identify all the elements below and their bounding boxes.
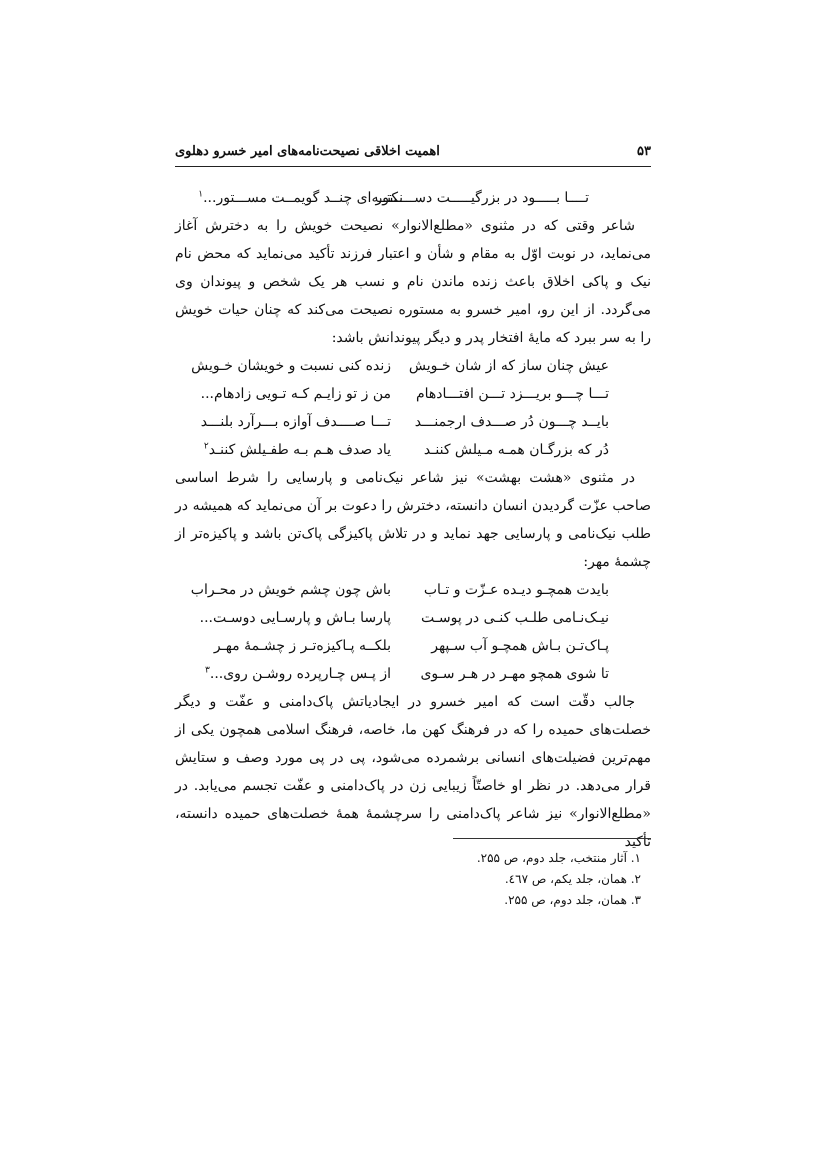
couplet-group — [175, 352, 609, 464]
couplet — [175, 604, 609, 632]
verse-second-hemistich: من ز تو زایـم کـه تـویی زادهام... — [200, 386, 391, 402]
couplet — [175, 632, 609, 660]
footnote-marker: ۲ — [203, 441, 209, 452]
footnote: ۳. همان، جلد دوم، ص ۲۵۵. — [504, 893, 641, 907]
footnote: ۱. آثار منتخب، جلد دوم، ص ۲۵۵. — [476, 851, 641, 865]
verse-first-hemistich: بایدت همچـو دیـده عـزّت و تـاب — [423, 582, 609, 598]
couplet — [175, 380, 609, 408]
opening-verse — [175, 184, 651, 212]
verse-second-hemistich: بلکــه پـاکیزه‌تـر ز چشـمهٔ مهـر — [213, 638, 391, 654]
page-number: ۵۳ — [637, 144, 651, 159]
verse-second-hemistich: باش چون چشم خویش در محـراب — [190, 582, 391, 598]
verse-first-hemistich: نیـک‌نـامی طلـب کنـی در پوسـت — [421, 610, 609, 626]
couplet — [175, 352, 609, 380]
verse-first-hemistich: تـــا چـــو بریـــزد تـــن افتـــادهام — [415, 386, 609, 402]
couplet-group — [175, 576, 609, 688]
paragraph: شاعر وقتی که در مثنوی «مطلع‌الانوار» نصیحت خویش را به دخترش آغاز می‌نماید، در نوبت اوّل به مقام و شأن و اعتبار فرزند تأکید می‌نماید که محض نام نیک و پاکی اخلاق باعث زنده ماندن نام و نسب هر یک شخص و پیوندان وی می‌گردد. از این رو، امیر خسرو به مستوره نصیحت می‌کند که چنان حیات خویش را به سر ببرد که مایهٔ افتخار پدر و دیگر پیوندانش باشد: — [175, 218, 651, 346]
verse-first-hemistich: تــــا بـــــود در بزرگیـــــت دســـــتور — [375, 190, 589, 206]
couplet — [175, 576, 609, 604]
footnotes — [350, 848, 651, 911]
paragraph: در مثنوی «هشت بهشت» نیز شاعر نیک‌نامی و پارسایی را شرط اساسی صاحب عزّت گردیدن انسان دانسته، دخترش را دعوت بر آن می‌نماید که همیشه در طلب نیک‌نامی و پارسایی جهد نماید و در تلاش پاکیزگی پاک‌تن باشد و پاکیزه‌تر از چشمهٔ مهر: — [175, 470, 651, 570]
running-title: اهمیت اخلاقی نصیحت‌نامه‌های امیر خسرو دهلوی — [175, 144, 440, 159]
verse-second-hemistich: پارسا بـاش و پارسـایی دوسـت... — [199, 610, 391, 626]
couplet — [175, 436, 609, 464]
verse-second-hemistich: زنده کنی نسبت و خویشان خـویش — [191, 358, 391, 374]
verse-second-hemistich: یاد صدف هـم بـه طفـیلش کننـد$^۲$ — [203, 441, 391, 458]
verse-second-hemistich: تـــا صــــدف آوازه بـــرآرد بلنـــد — [200, 414, 391, 430]
verse-first-hemistich: بایــد چـــون دُر صـــدف ارجمنـــد — [414, 414, 609, 430]
verse-first-hemistich: دُر که بزرگـان همـه مـیلش کننـد — [423, 442, 609, 458]
verse-first-hemistich: تا شوی همچو مهـر در هـر سـوی — [420, 666, 609, 682]
footnote-marker: ۱ — [198, 189, 204, 200]
verse-first-hemistich: عیش چنان ساز که از شان خـویش — [408, 358, 609, 374]
main-text — [175, 184, 651, 856]
footnote-separator — [453, 838, 651, 839]
paragraph: جالب دقّت است که امیر خسرو در ایجادیاتش پاک‌دامنی و عفّت و دیگر خصلت‌های حمیده را که در فرهنگ کهن ما، خاصه، فرهنگ اسلامی همچون یکی از مهم‌ترین فضیلت‌های انسانی برشمرده می‌شود، پی در پی مورد وصف و ستایش قرار می‌دهد. در نظر او خاصتّاً زیبایی زن در پاک‌دامنی و عفّت تجسم می‌یابد. در «مطلع‌الانوار» نیز شاعر پاک‌دامنی را سرچشمهٔ همهٔ خصلت‌های حمیده دانسته، تأکید — [175, 694, 651, 850]
footnote: ۲. همان، جلد یکم، ص ٤٦٧. — [504, 872, 641, 886]
verse-second-hemistich: نکتــه‌ای چنــد گویمــت مســـتور...$^۱$ — [198, 189, 403, 206]
verse-first-hemistich: پـاک‌تـن بـاش همچـو آب سـپهر — [431, 638, 609, 654]
couplet — [175, 408, 609, 436]
page-header — [175, 140, 651, 167]
couplet — [175, 660, 609, 688]
verse-second-hemistich: از پـس چـارپرده روشـن روی...$^۳$ — [205, 665, 391, 682]
footnote-marker: ۳ — [205, 665, 210, 676]
